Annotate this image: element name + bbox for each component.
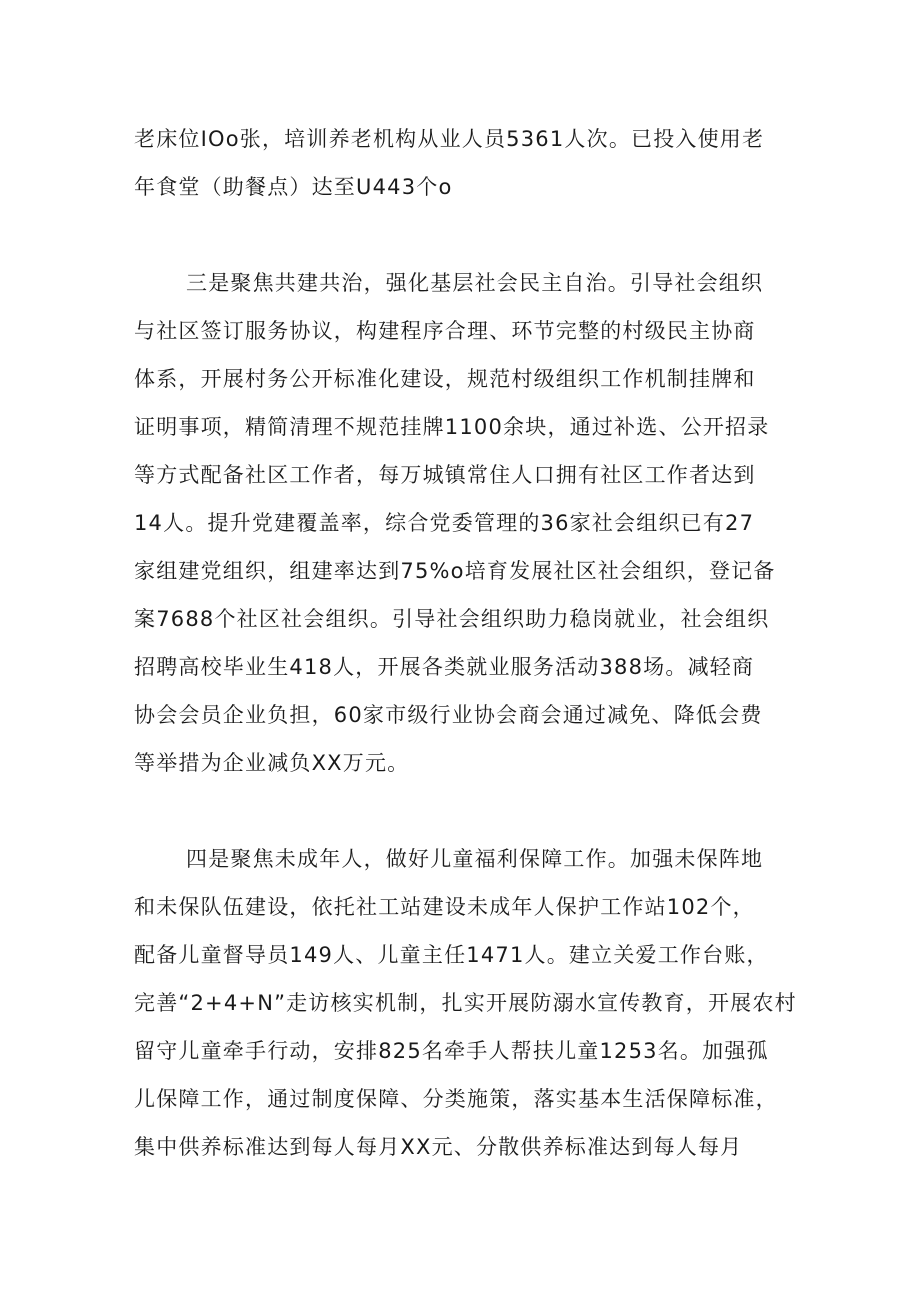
paragraph-2-line-8: 案7688个社区社会组织。引导社会组织助力稳岗就业，社会组织 <box>134 607 770 631</box>
paragraph-2-line-1: 三是聚焦共建共治，强化基层社会民主自治。引导社会组织 <box>186 271 764 295</box>
paragraph-3-line-4: 完善“2+4+N”走访核实机制，扎实开展防溺水宣传教育，开展农村 <box>134 991 797 1015</box>
paragraph-3-line-1: 四是聚焦未成年人，做好儿童福利保障工作。加强未保阵地 <box>186 847 764 871</box>
paragraph-2-line-6: 14人。提升党建覆盖率，综合党委管理的36家社会组织已有27 <box>134 511 755 535</box>
paragraph-2-line-11: 等举措为企业减负XX万元。 <box>134 751 410 775</box>
paragraph-3-line-7: 集中供养标准达到每人每月XX元、分散供养标准达到每人每月 <box>134 1135 743 1159</box>
paragraph-2-line-5: 等方式配备社区工作者，每万城镇常住人口拥有社区工作者达到 <box>134 463 756 487</box>
paragraph-2-line-9: 招聘高校毕业生418人，开展各类就业服务活动388场。减轻商 <box>134 655 755 679</box>
paragraph-1-line-2: 年食堂（助餐点）达至U443个o <box>134 175 453 199</box>
paragraph-2-line-3: 体系，开展村务公开标准化建设，规范村级组织工作机制挂牌和 <box>134 367 756 391</box>
paragraph-2-line-7: 家组建党组织，组建率达到75%o培育发展社区社会组织，登记备 <box>134 559 776 583</box>
paragraph-3-line-3: 配备儿童督导员149人、儿童主任1471人。建立关爱工作台账， <box>134 943 769 967</box>
paragraph-1-line-1: 老床位IOo张，培训养老机构从业人员5361人次。已投入使用老 <box>134 127 765 151</box>
paragraph-3-line-5: 留守儿童牵手行动，安排825名牵手人帮扶儿童1253名。加强孤 <box>134 1039 769 1063</box>
paragraph-3-line-6: 儿保障工作，通过制度保障、分类施策，落实基本生活保障标准， <box>134 1087 778 1111</box>
paragraph-3-line-2: 和未保队伍建设，依托社工站建设未成年人保护工作站102个， <box>134 895 755 919</box>
paragraph-2-line-4: 证明事项，精简清理不规范挂牌1100余块，通过补选、公开招录 <box>134 415 770 439</box>
paragraph-2-line-2: 与社区签订服务协议，构建程序合理、环节完整的村级民主协商 <box>134 319 756 343</box>
paragraph-2-line-10: 协会会员企业负担，60家市级行业协会商会通过减免、降低会费 <box>134 703 763 727</box>
